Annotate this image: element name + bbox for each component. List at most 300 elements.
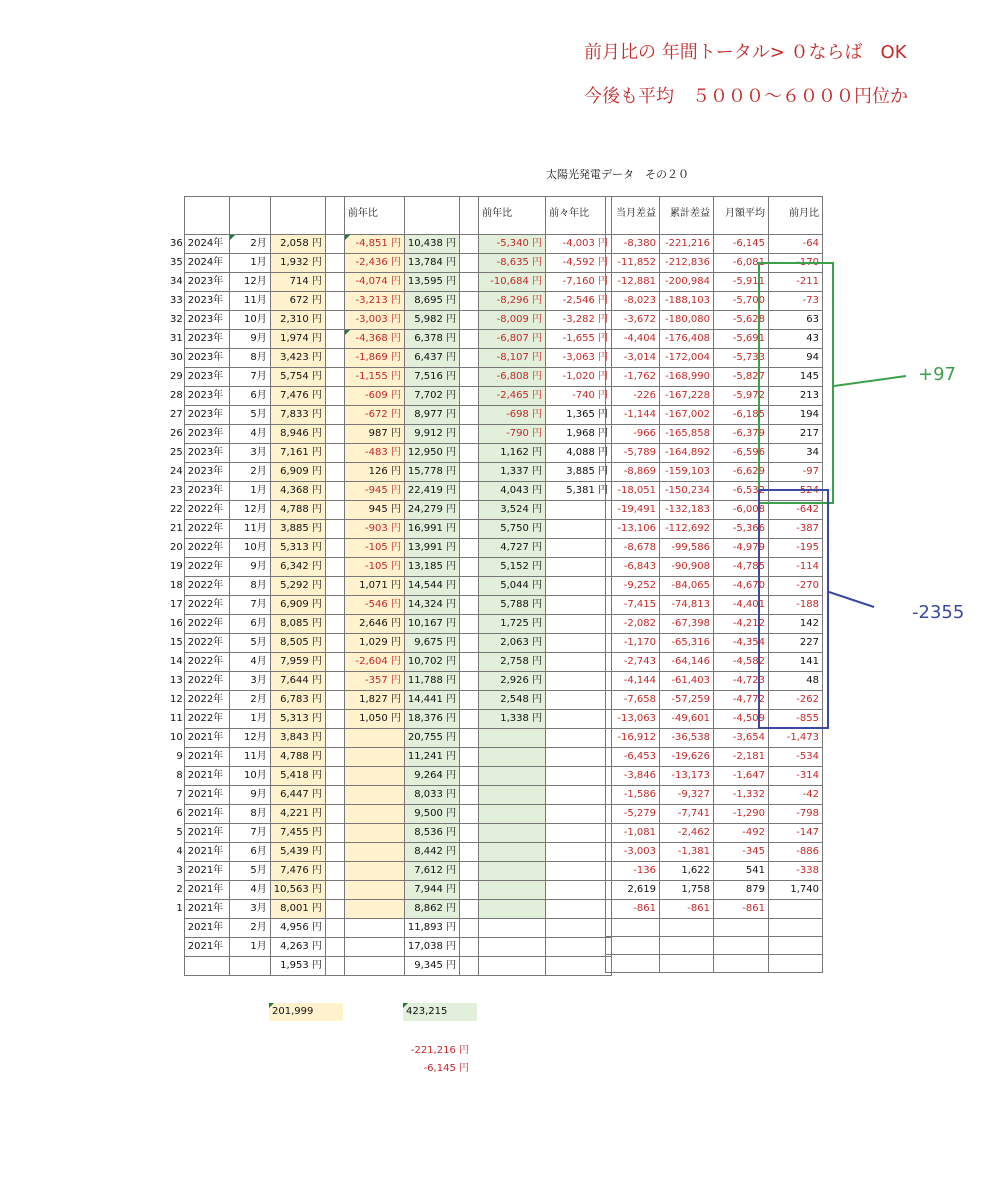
bill-two-year-cell bbox=[546, 881, 612, 900]
profit-row bbox=[606, 425, 823, 444]
bill-yoy-cell bbox=[479, 862, 546, 881]
monthly-average-cell: -5,827 bbox=[714, 368, 769, 387]
table-row bbox=[170, 520, 612, 539]
monthly-average-cell: -1,290 bbox=[714, 805, 769, 824]
spacer-cell bbox=[325, 520, 344, 539]
profit-row bbox=[606, 937, 823, 955]
table-row bbox=[170, 349, 612, 368]
row-number bbox=[170, 919, 184, 938]
cumulative-profit-cell: -84,065 bbox=[660, 577, 714, 596]
bill-cell: 17,038 円 bbox=[404, 938, 459, 957]
monthly-average-cell: -4,670 bbox=[714, 577, 769, 596]
table-row bbox=[170, 235, 612, 254]
monthly-average-cell: -4,212 bbox=[714, 615, 769, 634]
bill-cell: 11,788 円 bbox=[404, 672, 459, 691]
bill-yoy-cell bbox=[479, 805, 546, 824]
year-cell: 2021年 bbox=[184, 748, 229, 767]
bill-yoy-cell bbox=[479, 843, 546, 862]
mom-cell bbox=[769, 937, 823, 955]
green-annotation-label: +97 bbox=[918, 364, 956, 385]
spacer-cell bbox=[325, 710, 344, 729]
row-number: 10 bbox=[170, 732, 183, 743]
profit-row bbox=[606, 786, 823, 805]
spacer-cell bbox=[325, 786, 344, 805]
mom-cell: -524 bbox=[769, 482, 823, 501]
bill-two-year-cell: -3,282 円 bbox=[546, 311, 612, 330]
bill-yoy-cell: 2,548 円 bbox=[479, 691, 546, 710]
profit-row bbox=[606, 653, 823, 672]
profit-row bbox=[606, 501, 823, 520]
bill-cell: 9,264 円 bbox=[404, 767, 459, 786]
cumulative-profit-cell: -150,234 bbox=[660, 482, 714, 501]
bill-two-year-cell bbox=[546, 919, 612, 938]
table-row bbox=[170, 729, 612, 748]
row-number: 9 bbox=[176, 751, 183, 762]
bill-cell: 7,702 円 bbox=[404, 387, 459, 406]
month-cell: 1月 bbox=[229, 938, 270, 957]
spacer-cell bbox=[325, 919, 344, 938]
bill-yoy-cell: 3,524 円 bbox=[479, 501, 546, 520]
profit-row bbox=[606, 520, 823, 539]
header-year bbox=[184, 197, 229, 235]
bill-yoy-cell: -6,808 円 bbox=[479, 368, 546, 387]
bill-two-year-cell bbox=[546, 900, 612, 919]
monthly-profit-cell: -1,762 bbox=[606, 368, 660, 387]
spacer-cell bbox=[325, 463, 344, 482]
generation-yoy-cell: -105 円 bbox=[344, 558, 404, 577]
profit-row bbox=[606, 292, 823, 311]
profit-row bbox=[606, 767, 823, 786]
monthly-average-cell: -6,145 bbox=[714, 235, 769, 254]
year-cell: 2021年 bbox=[184, 900, 229, 919]
year-cell: 2022年 bbox=[184, 501, 229, 520]
generation-yoy-cell bbox=[344, 729, 404, 748]
monthly-profit-cell: -9,252 bbox=[606, 577, 660, 596]
table-row bbox=[170, 311, 612, 330]
spacer-cell bbox=[325, 596, 344, 615]
row-number: 35 bbox=[170, 257, 183, 268]
spacer-cell bbox=[460, 767, 479, 786]
spacer-cell bbox=[460, 539, 479, 558]
bill-cell: 7,612 円 bbox=[404, 862, 459, 881]
spacer-cell bbox=[460, 520, 479, 539]
difference-average: -6,145 円 bbox=[423, 1063, 469, 1074]
spacer-cell bbox=[460, 748, 479, 767]
row-number: 17 bbox=[170, 599, 183, 610]
table-row bbox=[170, 824, 612, 843]
spacer-cell bbox=[325, 957, 344, 976]
spacer-cell bbox=[325, 653, 344, 672]
spacer-cell bbox=[325, 387, 344, 406]
bill-yoy-cell: -8,009 円 bbox=[479, 311, 546, 330]
monthly-profit-cell: -12,881 bbox=[606, 273, 660, 292]
year-cell: 2022年 bbox=[184, 539, 229, 558]
generation-yoy-cell: -4,074 円 bbox=[344, 273, 404, 292]
spacer-cell bbox=[460, 691, 479, 710]
cumulative-profit-cell: 1,622 bbox=[660, 862, 714, 881]
header-mom: 前月比 bbox=[769, 197, 823, 235]
bill-cell: 12,950 円 bbox=[404, 444, 459, 463]
monthly-profit-cell: -8,678 bbox=[606, 539, 660, 558]
generation-yoy-cell bbox=[344, 805, 404, 824]
monthly-average-cell: -6,532 bbox=[714, 482, 769, 501]
mom-cell: -642 bbox=[769, 501, 823, 520]
table-row bbox=[170, 748, 612, 767]
monthly-profit-cell: -1,144 bbox=[606, 406, 660, 425]
generation-cell: 6,447 円 bbox=[270, 786, 325, 805]
row-number: 26 bbox=[170, 428, 183, 439]
bill-two-year-cell: -1,020 円 bbox=[546, 368, 612, 387]
bill-cell: 10,702 円 bbox=[404, 653, 459, 672]
header-month bbox=[229, 197, 270, 235]
profit-row bbox=[606, 862, 823, 881]
cumulative-profit-cell: -132,183 bbox=[660, 501, 714, 520]
monthly-profit-cell bbox=[606, 937, 660, 955]
row-number: 7 bbox=[176, 789, 183, 800]
cumulative-profit-cell: -861 bbox=[660, 900, 714, 919]
monthly-profit-cell: -226 bbox=[606, 387, 660, 406]
cumulative-profit-cell: -67,398 bbox=[660, 615, 714, 634]
generation-cell: 7,959 円 bbox=[270, 653, 325, 672]
profit-row bbox=[606, 311, 823, 330]
monthly-profit-cell: -4,404 bbox=[606, 330, 660, 349]
year-cell: 2022年 bbox=[184, 596, 229, 615]
profit-row bbox=[606, 748, 823, 767]
cumulative-profit-cell: -74,813 bbox=[660, 596, 714, 615]
year-cell: 2023年 bbox=[184, 349, 229, 368]
generation-yoy-cell bbox=[344, 862, 404, 881]
spacer-cell bbox=[325, 558, 344, 577]
bill-two-year-cell: 4,088 円 bbox=[546, 444, 612, 463]
bill-two-year-cell bbox=[546, 501, 612, 520]
bill-two-year-cell: 3,885 円 bbox=[546, 463, 612, 482]
year-cell: 2023年 bbox=[184, 425, 229, 444]
month-cell: 2月 bbox=[229, 235, 270, 254]
row-number: 32 bbox=[170, 314, 183, 325]
spacer-cell bbox=[460, 805, 479, 824]
table-row bbox=[170, 900, 612, 919]
generation-cell: 4,263 円 bbox=[270, 938, 325, 957]
year-cell: 2023年 bbox=[184, 368, 229, 387]
monthly-average-cell: -6,596 bbox=[714, 444, 769, 463]
bill-cell: 6,378 円 bbox=[404, 330, 459, 349]
bill-two-year-cell: 5,381 円 bbox=[546, 482, 612, 501]
spacer-cell bbox=[325, 938, 344, 957]
bill-yoy-cell: -10,684 円 bbox=[479, 273, 546, 292]
monthly-profit-cell: -18,051 bbox=[606, 482, 660, 501]
table-row bbox=[170, 501, 612, 520]
row-number: 21 bbox=[170, 523, 183, 534]
profit-table bbox=[605, 196, 823, 973]
generation-yoy-cell: 945 円 bbox=[344, 501, 404, 520]
spacer-cell bbox=[460, 273, 479, 292]
spacer-cell bbox=[460, 957, 479, 976]
generation-cell: 7,161 円 bbox=[270, 444, 325, 463]
cumulative-profit-cell: -165,858 bbox=[660, 425, 714, 444]
spacer-cell bbox=[460, 444, 479, 463]
generation-cell: 2,058 円 bbox=[270, 235, 325, 254]
year-cell: 2021年 bbox=[184, 862, 229, 881]
month-cell: 3月 bbox=[229, 672, 270, 691]
bill-cell: 18,376 円 bbox=[404, 710, 459, 729]
bill-yoy-cell: -8,107 円 bbox=[479, 349, 546, 368]
bill-yoy-cell: -5,340 円 bbox=[479, 235, 546, 254]
monthly-profit-cell: -8,869 bbox=[606, 463, 660, 482]
mom-cell: -211 bbox=[769, 273, 823, 292]
year-cell: 2022年 bbox=[184, 710, 229, 729]
bill-cell: 6,437 円 bbox=[404, 349, 459, 368]
profit-row bbox=[606, 596, 823, 615]
generation-yoy-cell: -2,436 円 bbox=[344, 254, 404, 273]
bill-yoy-cell bbox=[479, 881, 546, 900]
bill-two-year-cell bbox=[546, 957, 612, 976]
generation-yoy-cell bbox=[344, 938, 404, 957]
difference-total: -221,216 円 bbox=[410, 1045, 469, 1056]
year-cell: 2022年 bbox=[184, 691, 229, 710]
mom-cell: -1,473 bbox=[769, 729, 823, 748]
spacer-cell bbox=[325, 273, 344, 292]
cumulative-profit-cell: -167,228 bbox=[660, 387, 714, 406]
generation-cell: 1,974 円 bbox=[270, 330, 325, 349]
generation-yoy-cell: -945 円 bbox=[344, 482, 404, 501]
row-number bbox=[170, 957, 184, 976]
header-monthly-profit: 当月差益 bbox=[606, 197, 660, 235]
bill-two-year-cell bbox=[546, 748, 612, 767]
spacer-cell bbox=[460, 634, 479, 653]
monthly-profit-cell: -4,144 bbox=[606, 672, 660, 691]
monthly-profit-cell: -3,014 bbox=[606, 349, 660, 368]
profit-row bbox=[606, 955, 823, 973]
generation-cell: 6,783 円 bbox=[270, 691, 325, 710]
mom-cell: 213 bbox=[769, 387, 823, 406]
monthly-profit-cell: -3,003 bbox=[606, 843, 660, 862]
profit-row bbox=[606, 919, 823, 937]
year-cell: 2023年 bbox=[184, 311, 229, 330]
mom-cell: -64 bbox=[769, 235, 823, 254]
blue-annotation-label: -2355 bbox=[912, 602, 965, 623]
bill-two-year-cell bbox=[546, 558, 612, 577]
bill-two-year-cell: -740 円 bbox=[546, 387, 612, 406]
cumulative-profit-cell: -90,908 bbox=[660, 558, 714, 577]
spacer-cell bbox=[460, 311, 479, 330]
cumulative-profit-cell: -172,004 bbox=[660, 349, 714, 368]
mom-cell: -42 bbox=[769, 786, 823, 805]
generation-yoy-cell: -2,604 円 bbox=[344, 653, 404, 672]
bill-cell: 8,862 円 bbox=[404, 900, 459, 919]
monthly-average-cell: -5,733 bbox=[714, 349, 769, 368]
generation-yoy-cell bbox=[344, 919, 404, 938]
table-row bbox=[170, 767, 612, 786]
generation-yoy-cell: -357 円 bbox=[344, 672, 404, 691]
bill-cell: 8,695 円 bbox=[404, 292, 459, 311]
table-row bbox=[170, 862, 612, 881]
monthly-profit-cell: -6,843 bbox=[606, 558, 660, 577]
bill-yoy-cell: -698 円 bbox=[479, 406, 546, 425]
spacer-cell bbox=[325, 691, 344, 710]
table-row bbox=[170, 539, 612, 558]
bill-two-year-cell: 1,365 円 bbox=[546, 406, 612, 425]
note-line-2: 今後も平均 ５０００～６０００円位か bbox=[584, 86, 908, 107]
monthly-average-cell: -5,700 bbox=[714, 292, 769, 311]
table-row bbox=[170, 425, 612, 444]
monthly-average-cell: -6,379 bbox=[714, 425, 769, 444]
monthly-average-cell: -6,629 bbox=[714, 463, 769, 482]
bill-yoy-cell: 1,337 円 bbox=[479, 463, 546, 482]
bill-cell: 14,544 円 bbox=[404, 577, 459, 596]
spacer-cell bbox=[325, 292, 344, 311]
month-cell: 4月 bbox=[229, 881, 270, 900]
profit-row bbox=[606, 558, 823, 577]
generation-yoy-cell bbox=[344, 767, 404, 786]
month-cell: 9月 bbox=[229, 786, 270, 805]
monthly-average-cell: -5,366 bbox=[714, 520, 769, 539]
bill-two-year-cell: -7,160 円 bbox=[546, 273, 612, 292]
cumulative-profit-cell: -64,146 bbox=[660, 653, 714, 672]
generation-yoy-cell: -546 円 bbox=[344, 596, 404, 615]
profit-row bbox=[606, 805, 823, 824]
spacer-cell bbox=[325, 406, 344, 425]
cumulative-profit-cell: -168,990 bbox=[660, 368, 714, 387]
spacer-cell bbox=[460, 729, 479, 748]
row-number: 4 bbox=[176, 846, 183, 857]
year-cell: 2023年 bbox=[184, 330, 229, 349]
spacer-cell bbox=[460, 482, 479, 501]
monthly-average-cell: -4,723 bbox=[714, 672, 769, 691]
generation-yoy-cell: 126 円 bbox=[344, 463, 404, 482]
bill-yoy-cell: 4,043 円 bbox=[479, 482, 546, 501]
spacer-cell bbox=[460, 710, 479, 729]
row-number bbox=[170, 938, 184, 957]
bill-two-year-cell bbox=[546, 653, 612, 672]
spacer-cell bbox=[460, 824, 479, 843]
row-number: 24 bbox=[170, 466, 183, 477]
spacer-cell bbox=[460, 672, 479, 691]
header-cumulative-profit: 累計差益 bbox=[660, 197, 714, 235]
table-row bbox=[170, 292, 612, 311]
row-number: 8 bbox=[176, 770, 183, 781]
row-number: 6 bbox=[176, 808, 183, 819]
year-cell: 2023年 bbox=[184, 444, 229, 463]
spacer-cell bbox=[325, 900, 344, 919]
year-cell: 2024年 bbox=[184, 254, 229, 273]
generation-yoy-cell bbox=[344, 900, 404, 919]
header-spacer-2 bbox=[460, 197, 479, 235]
row-number: 22 bbox=[170, 504, 183, 515]
spacer-cell bbox=[325, 254, 344, 273]
bill-two-year-cell: -4,003 円 bbox=[546, 235, 612, 254]
profit-row bbox=[606, 900, 823, 919]
spacer-cell bbox=[460, 425, 479, 444]
year-cell: 2023年 bbox=[184, 273, 229, 292]
spacer-cell bbox=[325, 824, 344, 843]
cumulative-profit-cell: -13,173 bbox=[660, 767, 714, 786]
cumulative-profit-cell: -7,741 bbox=[660, 805, 714, 824]
mom-cell: -147 bbox=[769, 824, 823, 843]
generation-cell: 7,476 円 bbox=[270, 862, 325, 881]
spacer-cell bbox=[325, 672, 344, 691]
monthly-profit-cell: -16,912 bbox=[606, 729, 660, 748]
row-number: 11 bbox=[170, 713, 183, 724]
bill-two-year-cell bbox=[546, 729, 612, 748]
year-cell: 2021年 bbox=[184, 824, 229, 843]
bill-two-year-cell bbox=[546, 862, 612, 881]
row-number: 3 bbox=[176, 865, 183, 876]
bill-cell: 16,991 円 bbox=[404, 520, 459, 539]
month-cell: 12月 bbox=[229, 501, 270, 520]
month-cell: 12月 bbox=[229, 729, 270, 748]
green-pointer-line bbox=[834, 376, 906, 386]
cumulative-profit-cell: -200,984 bbox=[660, 273, 714, 292]
spacer-cell bbox=[325, 634, 344, 653]
year-cell: 2022年 bbox=[184, 615, 229, 634]
row-number: 18 bbox=[170, 580, 183, 591]
profit-row bbox=[606, 444, 823, 463]
mom-cell: -387 bbox=[769, 520, 823, 539]
bill-two-year-cell bbox=[546, 520, 612, 539]
table-row bbox=[170, 577, 612, 596]
monthly-profit-cell: -2,082 bbox=[606, 615, 660, 634]
row-number: 2 bbox=[176, 884, 183, 895]
generation-yoy-cell bbox=[344, 881, 404, 900]
cumulative-profit-cell: -36,538 bbox=[660, 729, 714, 748]
mom-cell: -534 bbox=[769, 748, 823, 767]
row-number: 34 bbox=[170, 276, 183, 287]
monthly-average-cell: -5,628 bbox=[714, 311, 769, 330]
bill-cell: 13,784 円 bbox=[404, 254, 459, 273]
generation-yoy-cell: 2,646 円 bbox=[344, 615, 404, 634]
generation-cell: 6,909 円 bbox=[270, 463, 325, 482]
spacer-cell bbox=[460, 292, 479, 311]
generation-cell: 8,505 円 bbox=[270, 634, 325, 653]
profit-row bbox=[606, 691, 823, 710]
mom-cell: 217 bbox=[769, 425, 823, 444]
spacer-cell bbox=[325, 235, 344, 254]
cumulative-profit-cell: -57,259 bbox=[660, 691, 714, 710]
mom-cell: -338 bbox=[769, 862, 823, 881]
year-cell: 2022年 bbox=[184, 672, 229, 691]
bill-yoy-cell: -2,465 円 bbox=[479, 387, 546, 406]
bill-yoy-cell bbox=[479, 767, 546, 786]
cumulative-profit-cell: -221,216 bbox=[660, 235, 714, 254]
monthly-profit-cell: -7,415 bbox=[606, 596, 660, 615]
header-yoy-2: 前年比 bbox=[479, 197, 546, 235]
table-row bbox=[170, 710, 612, 729]
generation-yoy-cell: 1,029 円 bbox=[344, 634, 404, 653]
spacer-cell bbox=[325, 615, 344, 634]
mom-cell: -73 bbox=[769, 292, 823, 311]
generation-cell: 8,085 円 bbox=[270, 615, 325, 634]
month-cell: 5月 bbox=[229, 862, 270, 881]
spacer-cell bbox=[460, 900, 479, 919]
table-row bbox=[170, 482, 612, 501]
bill-two-year-cell bbox=[546, 615, 612, 634]
bill-two-year-cell bbox=[546, 843, 612, 862]
monthly-average-cell: -6,185 bbox=[714, 406, 769, 425]
year-cell: 2022年 bbox=[184, 558, 229, 577]
spacer-cell bbox=[460, 558, 479, 577]
profit-row bbox=[606, 273, 823, 292]
cumulative-profit-cell: -212,836 bbox=[660, 254, 714, 273]
row-number: 15 bbox=[170, 637, 183, 648]
monthly-average-cell: -6,081 bbox=[714, 254, 769, 273]
mom-cell: 34 bbox=[769, 444, 823, 463]
mom-cell bbox=[769, 900, 823, 919]
table-row bbox=[170, 919, 612, 938]
table-row bbox=[170, 805, 612, 824]
bill-two-year-cell bbox=[546, 938, 612, 957]
monthly-average-cell: -5,911 bbox=[714, 273, 769, 292]
mom-cell: 227 bbox=[769, 634, 823, 653]
